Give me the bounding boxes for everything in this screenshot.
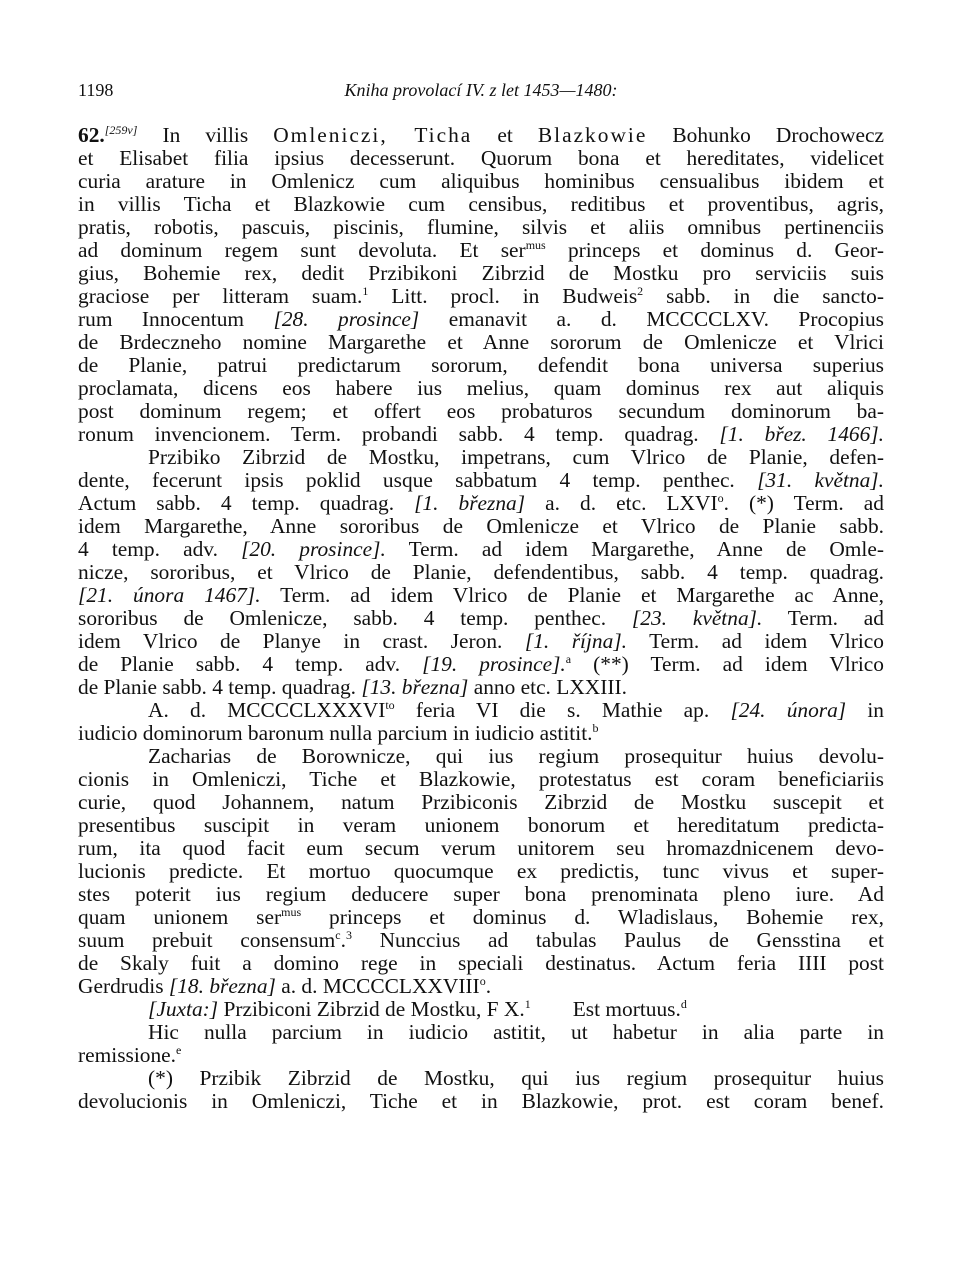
text-line: lucionis predicte. Et mortuo quocumque ex predictis, tunc vivus et super- — [78, 860, 884, 883]
line-segment: de Planie sabb. 4 temp. quadrag. — [78, 676, 357, 699]
line-segment: feria VI die s. Mathie ap. — [415, 699, 710, 722]
line-segment: Actum sabb. 4 temp. quadrag. — [78, 492, 395, 515]
superscript: o — [717, 492, 724, 505]
line-segment: princeps et dominus d. Geor- — [567, 239, 884, 262]
entry-text — [78, 124, 884, 1113]
date-note: [23. května]. — [631, 607, 763, 630]
date-note: [1. března] — [414, 492, 526, 515]
text-line — [78, 308, 884, 331]
text-line: presentibus suscipit in veram unionem bonorum et hereditatum predicta- — [78, 814, 884, 837]
superscript: to — [385, 699, 395, 712]
line-segment: a. d. etc. LXVI — [545, 492, 718, 515]
line-segment: Nunccius ad tabulas Paulus de Gensstina et — [379, 929, 884, 952]
text-line: devolucionis in Omleniczi, Tiche et in Blazkowie, prot. est coram benef. — [78, 1090, 884, 1113]
text-line — [78, 676, 884, 699]
document-page — [78, 80, 884, 1113]
line-segment: A. d. MCCCCLXXXVI — [148, 699, 386, 722]
running-title: Kniha provolací IV. z let 1453—1480: — [344, 80, 618, 100]
line-segment: Litt. procl. in Budweis — [391, 285, 638, 308]
footnote-ref: e — [176, 1044, 182, 1057]
date-note: [21. února 1467]. — [78, 584, 261, 607]
date-note: [24. února] — [730, 699, 847, 722]
superscript: o — [479, 975, 486, 988]
line-segment: (**) Term. ad idem Vlrico — [593, 653, 884, 676]
place-name: Blazkowie — [537, 124, 648, 147]
line-segment: Term. ad idem Vlrico de Planie et Margarethe ac Anne, — [280, 584, 884, 607]
line-segment: princeps et dominus d. Wladislaus, Bohemie rex, — [329, 906, 884, 929]
line-segment: Term. ad idem Vlrico — [649, 630, 884, 653]
footnote-ref: 3 — [345, 929, 352, 942]
footnote-ref: d — [680, 998, 687, 1011]
text-line: pratis, robotis, pascuis, piscinis, flumine, silvis et aliis omnibus pertinenciis — [78, 216, 884, 239]
text-line — [78, 538, 884, 561]
text-line — [78, 607, 884, 630]
text-line: cionis in Omleniczi, Tiche et Blazkowie, protestatus est coram beneficiariis — [78, 768, 884, 791]
page-header — [78, 80, 884, 110]
line-segment: quam unionem ser — [78, 906, 282, 929]
footnote-ref: 1 — [362, 285, 369, 298]
line-segment: sororibus de Omlenicze, sabb. 4 temp. penthec. — [78, 607, 607, 630]
line-segment: a. d. MCCCCLXXVIII — [281, 975, 480, 998]
text-line: (*) Przibik Zibrzid de Mostku, qui ius regium prosequitur huius — [148, 1067, 884, 1090]
text-line — [78, 653, 884, 676]
footnote-ref: c — [335, 929, 341, 942]
line-segment: in — [867, 699, 884, 722]
line-segment: ad dominum regem sunt devoluta. Et ser — [78, 239, 526, 262]
date-note: [28. prosince] — [273, 308, 420, 331]
line-segment: . — [485, 975, 492, 998]
text-line: rum, ita quod facit eum secum verum unitorem seu hromazdnicenem devo- — [78, 837, 884, 860]
footnote-ref: 1 — [524, 998, 531, 1011]
date-note: [31. května]. — [757, 469, 884, 492]
text-line: gius, Bohemie rex, dedit Przibikoni Zibrzid de Mostku pro serviciis suis — [78, 262, 884, 285]
text-line: post dominum regem; et offert eos probaturos secundum dominorum ba- — [78, 400, 884, 423]
line-segment: Procopius — [798, 308, 884, 331]
text-line — [78, 906, 884, 929]
superscript: mus — [525, 239, 546, 252]
line-segment: . (*) Term. ad — [723, 492, 884, 515]
line-segment: graciose per litteram suam. — [78, 285, 363, 308]
date-note: [1. břez. 1466]. — [719, 423, 884, 446]
text-line: idem Margarethe, Anne sororibus de Omlenicze et Vlrico de Planie sabb. — [78, 515, 884, 538]
line-segment: iudicio dominorum baronum nulla parcium in iudicio astitit. — [78, 722, 593, 745]
text-line: stes poterit ius regium deducere super bona prenominata pleno iure. Ad — [78, 883, 884, 906]
line-segment: ronum invencionem. Term. probandi sabb. 4 temp. quadrag. — [78, 423, 699, 446]
text-line: nicze, sororibus, et Vlrico de Planie, defendentibus, sabb. 4 temp. quadrag. — [78, 561, 884, 584]
text-line: Hic nulla parcium in iudicio astitit, ut habetur in alia parte in — [148, 1021, 884, 1044]
line-segment: suum prebuit consensum — [78, 929, 336, 952]
place-names: Omleniczi, Ticha — [273, 124, 473, 147]
text-line: Zacharias de Borownicze, qui ius regium prosequitur huius devolu- — [148, 745, 884, 768]
line-segment: Term. ad idem Margarethe, Anne de Omle- — [408, 538, 884, 561]
date-note: [18. března] — [168, 975, 276, 998]
text-line — [78, 423, 884, 446]
line-segment: Przibiconi Zibrzid de Mostku, F X. — [223, 998, 525, 1021]
text-line — [78, 998, 884, 1021]
line-segment: idem Vlrico de Planye in crast. Jeron. — [78, 630, 503, 653]
text-line — [78, 584, 884, 607]
date-note: [20. prosince]. — [241, 538, 386, 561]
text-line: curia arature in Omlenicz cum aliquibus hominibus censualibus ibidem et — [78, 170, 884, 193]
footnote-ref: a — [565, 653, 572, 666]
line-segment: emanavit a. d. MCCCCLXV. — [448, 308, 769, 331]
text-line: et Elisabet filia ipsius decesserunt. Quorum bona et hereditates, videlicet — [78, 147, 884, 170]
text-line: proclamata, dicens eos habere ius melius, quam dominus rex aut aliquis — [78, 377, 884, 400]
text-line — [78, 239, 884, 262]
text-line: de Brdeczneho nomine Margarethe et Anne sororum de Omlenicze et Vlrici — [78, 331, 884, 354]
line-segment: rum Innocentum — [78, 308, 245, 331]
line-segment: remissione. — [78, 1044, 177, 1067]
line-segment: Term. ad — [787, 607, 884, 630]
line-segment: dente, fecerunt ipsis poklid usque sabbatum 4 temp. penthec. — [78, 469, 735, 492]
text-line: 62.[259v] In villis Omleniczi, Ticha et Blazkowie Bohunko Drochowecz — [78, 124, 884, 147]
text-line — [78, 469, 884, 492]
line-segment: sabb. in die sancto- — [666, 285, 884, 308]
line-segment: anno etc. LXXIII. — [473, 676, 627, 699]
folio-ref: [259v] — [104, 124, 138, 137]
date-note: [19. prosince]. — [422, 653, 566, 676]
text-line: in villis Ticha et Blazkowie cum censibus, reditibus et proventibus, agris, — [78, 193, 884, 216]
line-segment: Bohunko Drochowecz — [672, 124, 884, 147]
text-line — [78, 1044, 884, 1067]
line-segment: de Planie sabb. 4 temp. adv. — [78, 653, 401, 676]
footnote-ref: b — [592, 722, 599, 735]
text-line — [78, 492, 884, 515]
line-segment: 4 temp. adv. — [78, 538, 218, 561]
marginal-note: [Juxta:] — [148, 998, 219, 1021]
line-segment: Est mortuus. — [572, 998, 681, 1021]
text-line: de Skaly fuit a domino rege in speciali destinatus. Actum feria IIII post — [78, 952, 884, 975]
page-number: 1198 — [78, 80, 114, 100]
text-line — [78, 630, 884, 653]
text-line — [78, 929, 884, 952]
entry-number: 62. — [78, 124, 105, 147]
line-segment: . — [340, 929, 346, 952]
date-note: [1. října]. — [524, 630, 627, 653]
text-line — [78, 722, 884, 745]
date-note: [13. března] — [361, 676, 469, 699]
superscript: mus — [281, 906, 302, 919]
text-line: de Planie, patrui predictarum sororum, defendit bona universa superius — [78, 354, 884, 377]
text-line — [78, 975, 884, 998]
text-line — [78, 699, 884, 722]
text-line — [78, 285, 884, 308]
text-line: curie, quod Johannem, natum Przibiconis Zibrzid de Mostku suscepit et — [78, 791, 884, 814]
line-segment: Gerdrudis — [78, 975, 164, 998]
footnote-ref: 2 — [637, 285, 644, 298]
text-line: Przibiko Zibrzid de Mostku, impetrans, cum Vlrico de Planie, defen- — [148, 446, 884, 469]
